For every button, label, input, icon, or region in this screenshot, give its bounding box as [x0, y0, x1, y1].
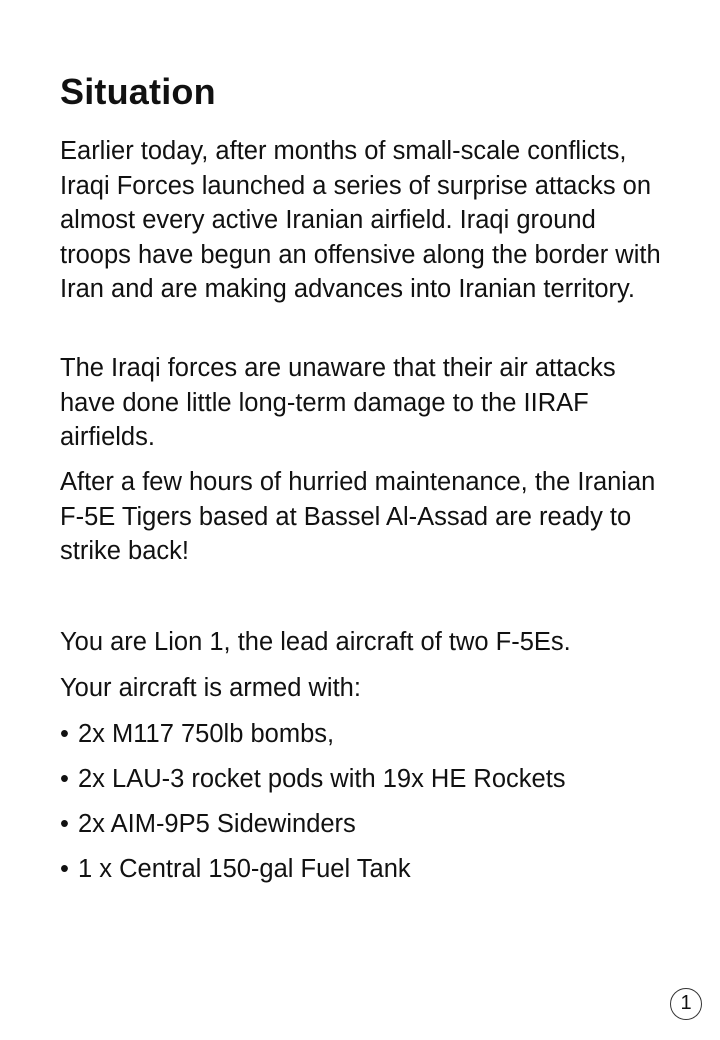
loadout-item: [60, 852, 670, 887]
loadout-item: [60, 717, 670, 752]
situation-paragraph-2: The Iraqi forces are unaware that their air attacks have done little long-term damage to the IIRAF airfields.: [60, 354, 616, 451]
role-paragraph: You are Lion 1, the lead aircraft of two F-5Es.: [60, 628, 571, 656]
loadout-item: [60, 807, 670, 842]
armament-intro: Your aircraft is armed with:: [60, 674, 361, 702]
loadout-item-label: 1 x Central 150-gal Fuel Tank: [78, 855, 411, 883]
bullet-icon: •: [60, 765, 69, 793]
bullet-icon: •: [60, 810, 69, 838]
page-title: Situation: [60, 71, 216, 112]
loadout-item: [60, 762, 670, 797]
bullet-icon: •: [60, 720, 69, 748]
loadout-item-label: 2x M117 750lb bombs,: [78, 720, 335, 748]
loadout-item-label: 2x AIM-9P5 Sidewinders: [78, 810, 356, 838]
page-number-badge: 1: [670, 988, 702, 1020]
loadout-list: [60, 717, 670, 897]
situation-paragraph-3: After a few hours of hurried maintenance, the Iranian F-5E Tigers based at Bassel Al-Assad are ready to strike back!: [60, 468, 656, 565]
situation-paragraph-1: Earlier today, after months of small-scale conflicts, Iraqi Forces launched a series of surprise attacks on almost every active Iranian airfield. Iraqi ground troops have begun an offensive along the border with Iran and are making advances into Iranian territory.: [60, 137, 661, 303]
bullet-icon: •: [60, 855, 69, 883]
loadout-item-label: 2x LAU-3 rocket pods with 19x HE Rockets: [78, 765, 566, 793]
